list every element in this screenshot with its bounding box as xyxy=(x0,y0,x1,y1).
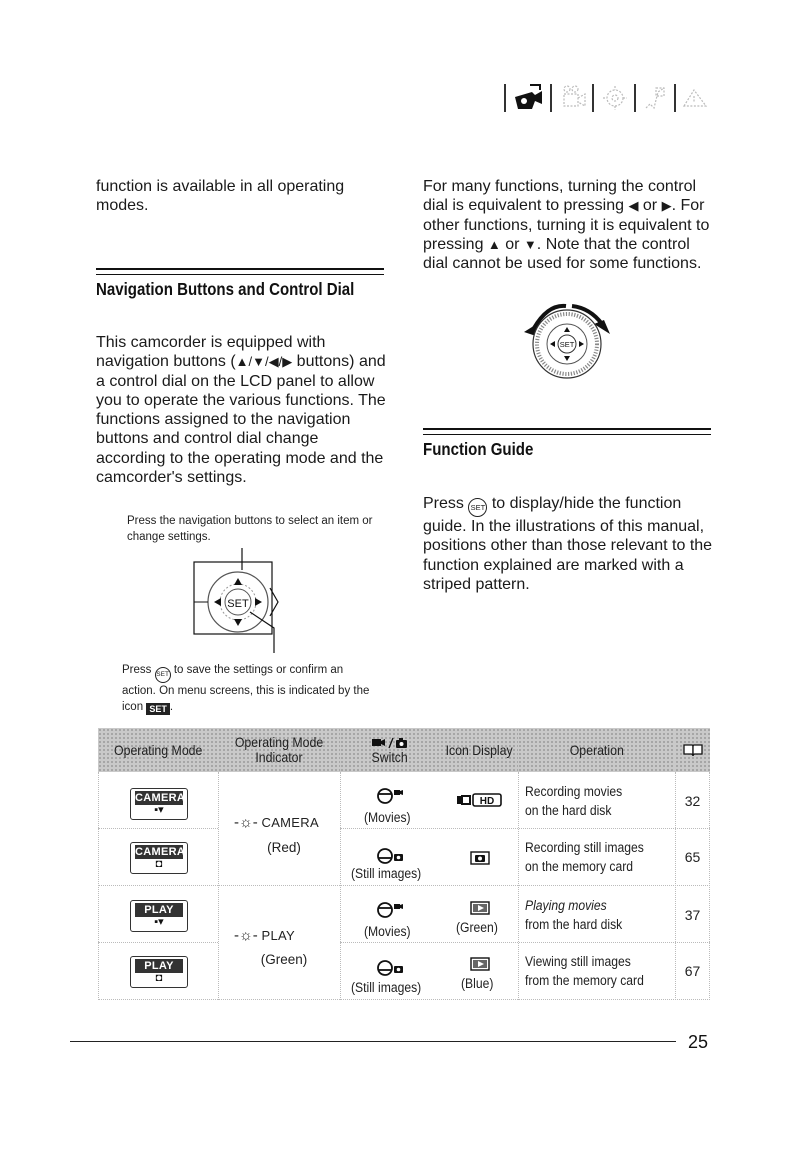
operation-record-stills: Recording still images on the memory card xyxy=(525,840,644,874)
photo-switch-icon xyxy=(376,956,406,978)
set-button-label: SET xyxy=(227,598,249,610)
info-tab-icon[interactable] xyxy=(680,84,710,112)
header-switch: Switch xyxy=(340,728,440,772)
playback-movie-icon xyxy=(470,900,490,916)
page-ref-link[interactable]: 65 xyxy=(684,849,701,865)
operation-play-movies: Playing movies from the hard disk xyxy=(525,898,623,932)
header-operating-mode: Operating Mode xyxy=(98,728,218,772)
lamp-icon: -☼- xyxy=(234,927,258,944)
nav-section-title: Navigation Buttons and Control Dial xyxy=(96,279,355,299)
page-ref-link[interactable]: 32 xyxy=(684,793,701,809)
switch-movies: (Movies) xyxy=(364,810,411,825)
intro-text: function is available in all operating modes. xyxy=(96,178,345,215)
control-dial-paragraph: For many functions, turning the control dial is equivalent to pressing ◀ or ▶. For other functions, turning it is equivalent to pressing ▲ or ▼. Note that the control dial cannot be used for some functions. xyxy=(423,178,710,273)
section-tabs xyxy=(502,78,712,118)
set-menu-badge: SET xyxy=(146,703,170,715)
memory-card-photo-icon xyxy=(470,850,490,866)
switch-still-images: (Still images) xyxy=(350,866,422,881)
set-circle-icon: SET xyxy=(155,667,171,683)
connection-tab-icon[interactable] xyxy=(640,84,670,112)
camera-photo-mode-icon: CAMERA ◘ xyxy=(130,842,188,874)
play-movie-mode-icon: PLAY ▪▾ xyxy=(130,900,188,932)
dial-set-label: SET xyxy=(559,340,575,349)
switch-still-images: (Still images) xyxy=(350,980,422,995)
playback-photo-icon xyxy=(470,956,490,972)
nav-paragraph: This camcorder is equipped with navigation buttons (▲/▼/◀/▶ buttons) and a control dial on the LCD panel to allow you to operate the various functions. The functions assigned to the navigation buttons and control dial change according to the operating mode and the camcorder's settings. xyxy=(96,334,386,487)
caption-nav-buttons: Press the navigation buttons to select an item or change settings. xyxy=(127,515,373,543)
book-icon xyxy=(683,743,703,757)
play-indicator: -☼- PLAY xyxy=(234,927,295,944)
set-circle-icon: SET xyxy=(468,498,487,517)
page-number: 25 xyxy=(688,1032,709,1052)
icon-color-green: (Green) xyxy=(455,920,498,935)
lamp-icon: -☼- xyxy=(234,814,258,831)
caption-set-button: Press SET to save the settings or confirm an action. On menu screens, this is indicated by the icon SET . xyxy=(122,664,370,714)
operation-record-movies: Recording movies on the hard disk xyxy=(525,784,623,818)
movie-photo-switch-icon xyxy=(370,736,410,750)
header-mode-indicator: Operating Mode Indicator xyxy=(218,728,340,772)
section-divider-2 xyxy=(423,428,711,435)
page-ref-link[interactable]: 67 xyxy=(684,963,701,979)
footer-rule xyxy=(70,1041,676,1042)
movie-switch-icon xyxy=(376,900,406,920)
section-divider xyxy=(96,268,384,275)
hdd-movie-icon xyxy=(456,792,504,808)
switch-movies: (Movies) xyxy=(364,924,411,939)
play-photo-mode-icon: PLAY ◘ xyxy=(130,956,188,988)
camcorder-tab-icon[interactable] xyxy=(512,82,544,114)
operating-mode-table xyxy=(98,728,710,1000)
icon-color-blue: (Blue) xyxy=(460,976,494,991)
svg-text:HD: HD xyxy=(479,796,495,807)
play-indicator-color: (Green) xyxy=(260,952,308,967)
camera-indicator: -☼- CAMERA xyxy=(234,814,319,831)
recording-tab-icon[interactable] xyxy=(558,84,588,112)
navigation-buttons-diagram xyxy=(190,548,290,658)
settings-tab-icon[interactable] xyxy=(600,84,630,112)
header-operation: Operation xyxy=(518,728,675,772)
function-guide-paragraph: Press SET to display/hide the function guide. In the illustrations of this manual, positions other than those relevant to the function explained are marked with a striped pattern. xyxy=(423,495,713,593)
header-icon-display: Icon Display xyxy=(440,728,518,772)
nav-arrows-label: ▲/▼/◀/▶ xyxy=(235,354,293,370)
control-dial-diagram xyxy=(520,302,614,380)
page-ref-link[interactable]: 37 xyxy=(684,907,701,923)
photo-switch-icon xyxy=(376,844,406,866)
operation-view-stills: Viewing still images from the memory card xyxy=(525,954,644,988)
header-reference-page xyxy=(675,728,710,772)
camera-movie-mode-icon: CAMERA ▪▾ xyxy=(130,788,188,820)
camera-indicator-color: (Red) xyxy=(267,840,301,855)
function-guide-title: Function Guide xyxy=(423,439,534,459)
movie-switch-icon xyxy=(376,786,406,806)
